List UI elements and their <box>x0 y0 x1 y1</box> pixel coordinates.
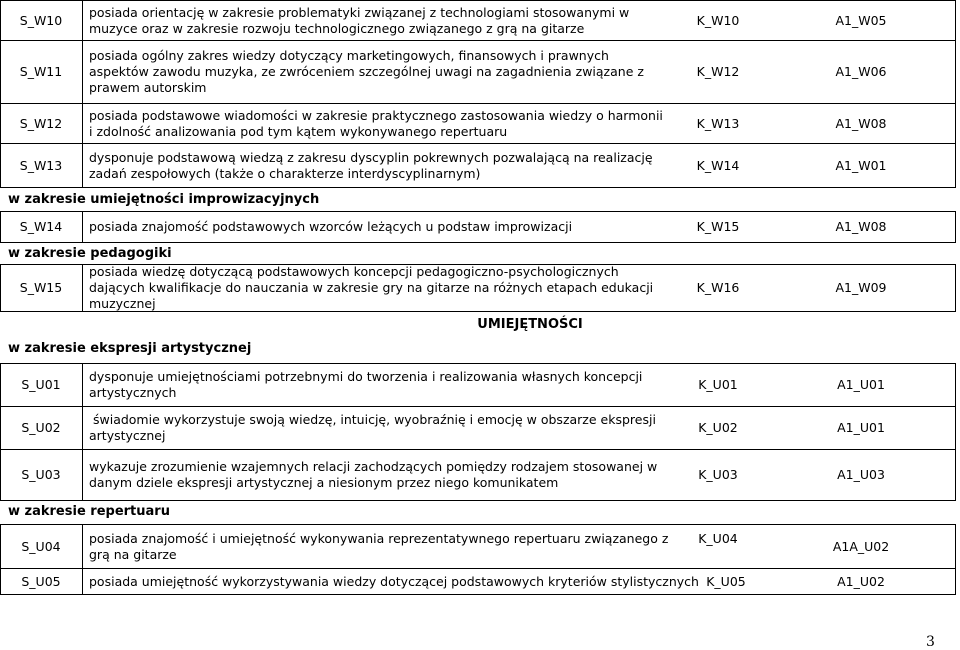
field-effect-code: K_W14 <box>696 157 740 173</box>
grid-line <box>82 0 83 187</box>
grid-line <box>0 594 956 595</box>
outcome-description: posiada umiejętność wykorzystywania wiedzy dotyczącej podstawowych kryteriów stylistycznych <box>89 573 699 589</box>
field-effect-code: K_U01 <box>698 377 738 392</box>
field-effect-code: K_U04 <box>698 531 738 546</box>
field-effect-code: K_W13 <box>696 115 740 131</box>
outcome-description: posiada wiedzę dotyczącą podstawowych koncepcji pedagogiczno-psychologicznych dających kwalifikacje do nauczania w zakresie gry na gitarze na różnych etapach edukacji muzycznej <box>89 264 654 311</box>
area-effect-code: A1_W09 <box>835 280 887 295</box>
grid-line <box>0 187 956 188</box>
grid-line <box>955 211 956 242</box>
area-effect-code: A1_W01 <box>835 157 887 173</box>
outcome-code: S_W10 <box>19 12 63 28</box>
area-effect-code: A1_U01 <box>837 377 885 392</box>
outcome-code: S_U04 <box>21 538 61 554</box>
outcome-code: S_W13 <box>19 157 63 173</box>
field-effect-code: K_U02 <box>698 420 738 435</box>
area-effect-code: A1_W08 <box>835 115 887 131</box>
field-effect-code: K_U05 <box>706 573 746 589</box>
grid-line <box>955 0 956 187</box>
outcome-code: S_W15 <box>19 280 63 295</box>
outcome-description: dysponuje umiejętnościami potrzebnymi do tworzenia i realizowania własnych koncepcji artystycznych <box>89 369 643 400</box>
outcome-code: S_U03 <box>21 467 61 482</box>
outcome-description: posiada ogólny zakres wiedzy dotyczący marketingowych, finansowych i prawnych aspektów zawodu muzyka, ze zwróceniem szczególnej uwagi na zagadnienia związane z prawem autorskim <box>89 48 644 95</box>
outcome-description: wykazuje zrozumienie wzajemnych relacji zachodzących pomiędzy rodzajem stosowanej w danym dziele ekspresji artystycznej a niesionym przez niego komunikatem <box>89 459 658 490</box>
outcome-code: S_U02 <box>21 420 61 435</box>
outcome-code: S_W12 <box>19 115 63 131</box>
outcome-description: dysponuje podstawową wiedzą z zakresu dyscyplin pokrewnych pozwalającą na realizację zadań zespołowych (także o charakterze interdyscyplinarnym) <box>89 149 653 181</box>
outcome-code: S_U05 <box>21 573 61 589</box>
section-heading-repertoire: w zakresie repertuaru <box>8 504 170 519</box>
section-heading-improvisation: w zakresie umiejętności improwizacyjnych <box>8 192 320 207</box>
section-heading-artistic-expression: w zakresie ekspresji artystycznej <box>8 341 252 356</box>
outcome-description: posiada znajomość podstawowych wzorców leżących u podstaw improwizacji <box>89 219 573 234</box>
grid-line <box>0 500 956 501</box>
grid-line <box>955 363 956 500</box>
outcome-code: S_W14 <box>19 219 63 234</box>
outcome-code: S_W11 <box>19 64 63 79</box>
grid-line <box>82 211 83 242</box>
grid-line <box>955 524 956 594</box>
grid-line <box>82 363 83 500</box>
outcome-description: posiada podstawowe wiadomości w zakresie praktycznego zastosowania wiedzy o harmonii i zdolność analizowania pod tym kątem wykonywanego repertuaru <box>89 107 663 139</box>
section-heading-pedagogy: w zakresie pedagogiki <box>8 246 172 261</box>
skills-header: UMIEJĘTNOŚCI <box>477 317 583 332</box>
area-effect-code: A1_U02 <box>837 573 885 589</box>
outcome-description: świadomie wykorzystuje swoją wiedzę, intuicję, wyobraźnię i emocję w obszarze ekspresji artystycznej <box>89 412 660 443</box>
field-effect-code: K_U03 <box>698 467 738 482</box>
area-effect-code: A1_W08 <box>835 219 887 234</box>
area-effect-code: A1A_U02 <box>832 539 890 554</box>
area-effect-code: A1_W06 <box>835 64 887 79</box>
grid-line <box>82 264 83 311</box>
page-number: 3 <box>926 634 935 650</box>
area-effect-code: A1_U01 <box>837 420 885 435</box>
grid-line <box>955 264 956 311</box>
outcome-description: posiada orientację w zakresie problematyki związanej z technologiami stosowanymi w muzyce oraz w zakresie rozwoju technologicznego związanego z grą na gitarze <box>89 4 630 36</box>
grid-line <box>82 524 83 594</box>
field-effect-code: K_W10 <box>696 12 740 28</box>
outcome-code: S_U01 <box>21 377 61 392</box>
outcome-description: posiada znajomość i umiejętność wykonywania reprezentatywnego repertuaru związanego z grą na gitarze <box>89 530 669 562</box>
field-effect-code: K_W12 <box>696 64 740 79</box>
field-effect-code: K_W16 <box>696 280 740 295</box>
field-effect-code: K_W15 <box>696 219 740 234</box>
area-effect-code: A1_W05 <box>835 12 887 28</box>
grid-line <box>0 242 956 243</box>
area-effect-code: A1_U03 <box>837 467 885 482</box>
